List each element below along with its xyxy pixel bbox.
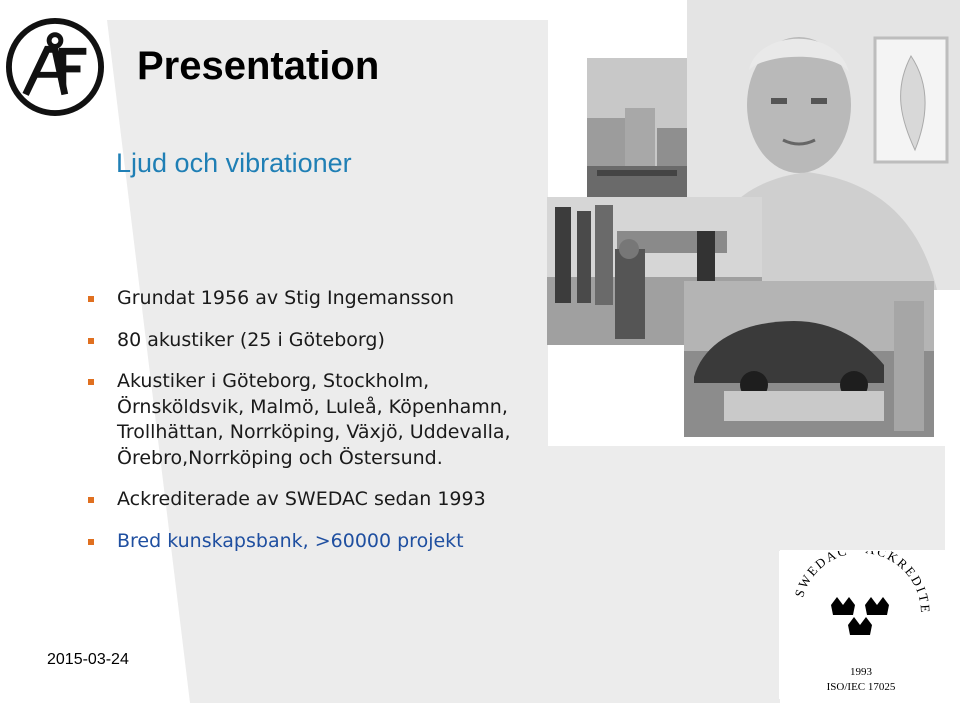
square-bullet-icon [88, 296, 94, 302]
photo-buildings [587, 58, 687, 198]
swedac-logo [779, 551, 943, 699]
list-item-text: Akustiker i Göteborg, Stockholm, Örnsköldsvik, Malmö, Luleå, Köpenhamn, Trollhättan, Norrköping, Växjö, Uddevalla, Örebro,Norrköping och Östersund. [117, 370, 511, 469]
page-title: Presentation [137, 44, 380, 88]
af-logo-icon [6, 18, 104, 116]
square-bullet-icon [88, 539, 94, 545]
photo-car-test [684, 281, 934, 437]
list-item [88, 529, 558, 555]
list-item-text: Grundat 1956 av Stig Ingemansson [117, 287, 455, 309]
list-item-text: Ackrediterade av SWEDAC sedan 1993 [117, 488, 486, 510]
square-bullet-icon [88, 379, 94, 385]
square-bullet-icon [88, 497, 94, 503]
slide-date: 2015-03-24 [47, 651, 129, 668]
page-subtitle: Ljud och vibrationer [116, 148, 352, 178]
list-item [88, 369, 558, 471]
svg-text:SWEDAC · ACKREDITERING: SWEDAC CKREDITE [791, 551, 934, 615]
list-item [88, 286, 558, 312]
bullet-list [88, 286, 558, 554]
list-item-text: 80 akustiker (25 i Göteborg) [117, 328, 385, 351]
list-item-text: Bred kunskapsbank, >60000 projekt [117, 529, 464, 552]
swedac-standard: ISO/IEC 17025 [826, 681, 896, 693]
swedac-year: 1993 [850, 666, 872, 678]
square-bullet-icon [88, 338, 94, 344]
list-item [88, 487, 558, 513]
list-item [88, 328, 558, 354]
